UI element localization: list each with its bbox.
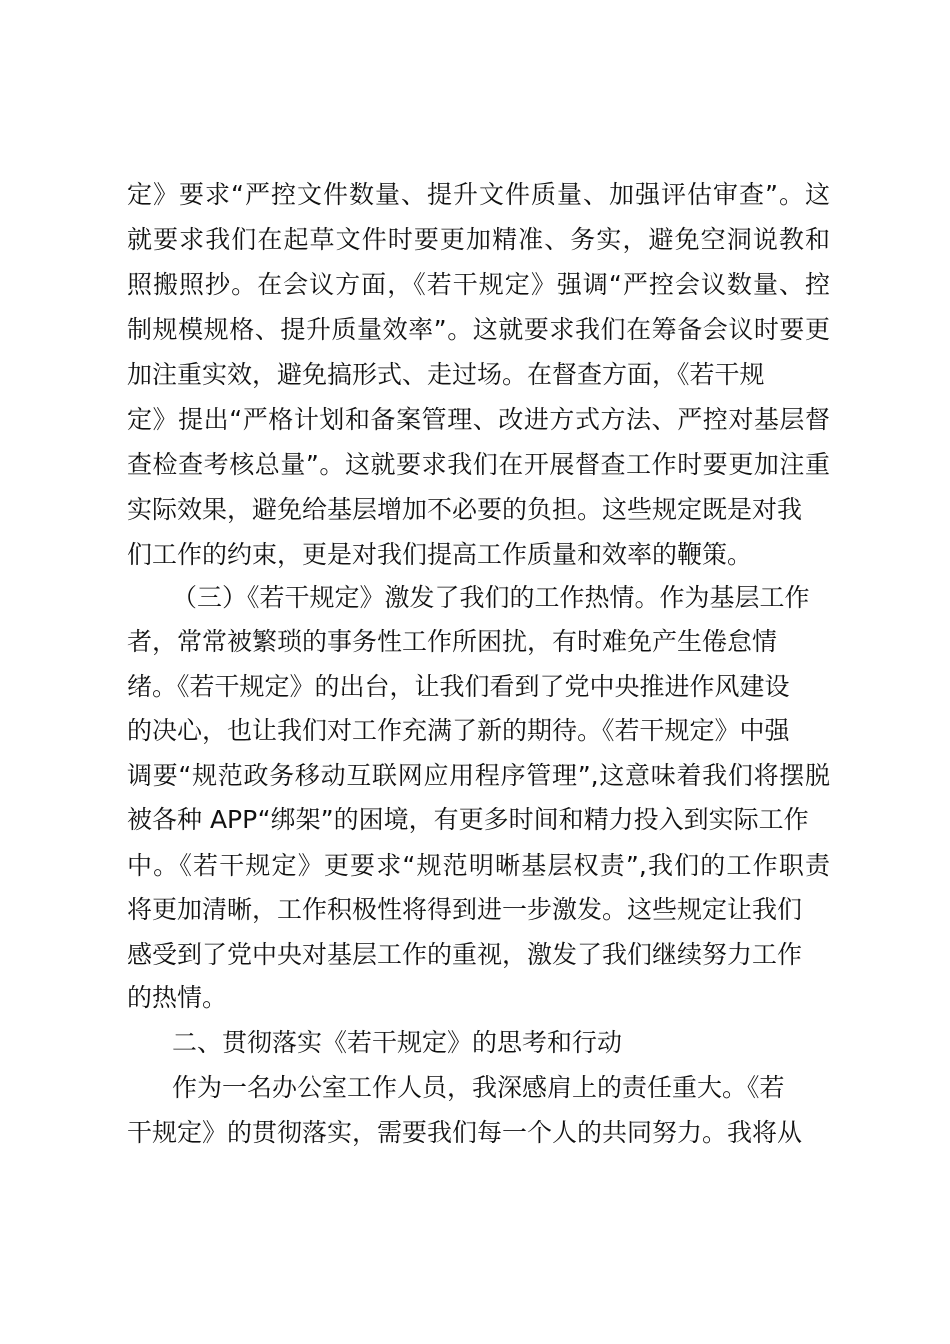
text-line: 感受到了党中央对基层工作的重视，激发了我们继续努力工作 <box>127 940 803 969</box>
text-line: 者，常常被繁琐的事务性工作所困扰，有时难免产生倦怠情 <box>127 627 778 656</box>
text-line: 制规模规格、提升质量效率”。这就要求我们在筹备会议时要更 <box>127 315 830 344</box>
text-line: 的决心，也让我们对工作充满了新的期待。《若干规定》中强 <box>127 716 790 745</box>
text-line: 将更加清晰，工作积极性将得到进一步激发。这些规定让我们 <box>127 895 803 924</box>
text-line: 干规定》的贯彻落实，需要我们每一个人的共同努力。我将从 <box>127 1118 803 1147</box>
text-line: 照搬照抄。在会议方面，《若干规定》强调“严控会议数量、控 <box>127 270 830 299</box>
text-line: 查检查考核总量”。这就要求我们在开展督查工作时要更加注重 <box>127 450 830 479</box>
text-line: 定》要求“严控文件数量、提升文件质量、加强评估审查”。这 <box>127 180 830 209</box>
text-line: 们工作的约束，更是对我们提高工作质量和效率的鞭策。 <box>127 540 753 569</box>
text-line: 实际效果，避免给基层增加不必要的负担。这些规定既是对我 <box>127 495 803 524</box>
text-line: 加注重实效，避免搞形式、走过场。在督查方面，《若干规 <box>127 360 765 389</box>
text-line: 中。《若干规定》更要求“规范明晰基层权责”,我们的工作职责 <box>127 851 830 880</box>
section-heading-2: 二、贯彻落实《若干规定》的思考和行动 <box>172 1028 623 1057</box>
text-line: 被各种 APP“绑架”的困境，有更多时间和精力投入到实际工作 <box>127 805 809 834</box>
text-line: 就要求我们在起草文件时要更加精准、务实，避免空洞说教和 <box>127 225 830 254</box>
section-heading-3: （三）《若干规定》激发了我们的工作热情。作为基层工作 <box>172 583 810 612</box>
text-line: 绪。《若干规定》的出台，让我们看到了党中央推进作风建设 <box>127 672 790 701</box>
text-line: 作为一名办公室工作人员，我深感肩上的责任重大。《若 <box>172 1073 785 1102</box>
text-line: 的热情。 <box>127 983 228 1012</box>
text-line: 调要“规范政务移动互联网应用程序管理”,这意味着我们将摆脱 <box>127 761 830 790</box>
text-line: 定》提出“严格计划和备案管理、改进方式方法、严控对基层督 <box>127 405 830 434</box>
